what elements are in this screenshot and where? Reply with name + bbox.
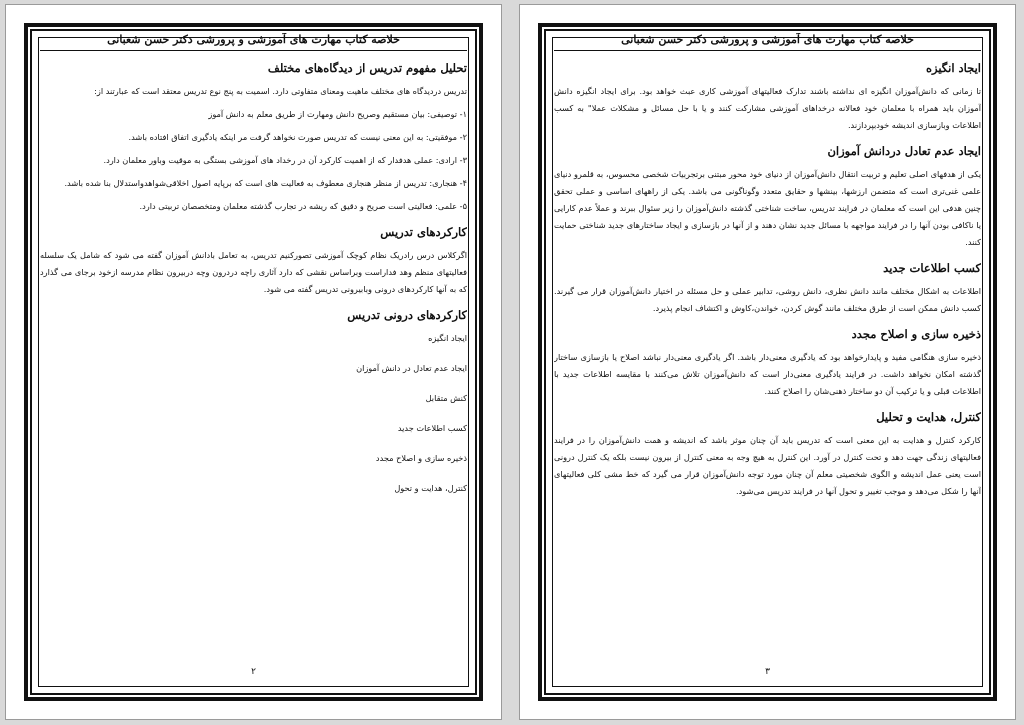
list-item: ایجاد عدم تعادل در دانش آموزان bbox=[356, 363, 467, 373]
paragraph: کارکرد کنترل و هدایت به این معنی است که تدریس باید آن چنان موثر باشد که اندیشه و همت دانش‌آموزان را در فرایند فعالیتهای زندگی جهت دهد و تحت کنترل در آورد. این کنترل به هیچ وجه به معنی کنترل از بیرون نیست بلکه یک کنترل درونی است یعنی عمل اندیشه و الگوی شخصیتی معلم آن چنان مورد توجه دانش‌آموزان قرار می گیرد که خط مشی کلی فعالیتهای آنها را شکل می‌دهد و موجب تغییر و تحول آنها در فرایند تدریس می‌شود. bbox=[554, 435, 981, 496]
running-title: خلاصه کتاب مهارت های آموزشی و پرورشی دکتر حسن شعبانی bbox=[554, 33, 981, 51]
section-heading: ذخیره سازی و اصلاح مجدد bbox=[851, 327, 981, 341]
paragraph: ذخیره سازی هنگامی مفید و پایدارخواهد بود که یادگیری معنی‌دار باشد. اگر یادگیری معنی‌دار نباشد اصلاح یا بازسازی ساختار گذشته امکان نخواهد داشت. در فرایند یادگیری معنی‌دار است که دانش‌آموزان تلاش می‌کنند با مقایسه اطلاعات جدید با اطلاعات قبلی و یا ترکیب آن دو ساختار ذهنی‌شان را اصلاح کنند. bbox=[554, 352, 981, 396]
paragraph: تدریس دردیدگاه های مختلف ماهیت ومعنای متفاوتی دارد. اسمیت به پنج نوع تدریس معتقد است که عبارتند از: bbox=[94, 86, 467, 96]
section-heading: کنترل، هدایت و تحلیل bbox=[876, 410, 981, 424]
page-right bbox=[519, 4, 1016, 720]
list-item: ۲- موفقیتی: به این معنی نیست که تدریس صورت نخواهد گرفت مر اینکه یادگیری اتفاق افتاده باشد. bbox=[128, 132, 467, 142]
paragraph: اطلاعات به اشکال مختلف مانند دانش نظری، دانش روشی، تدابیر عملی و حل مسئله در اختیار دانش‌آموزان قرار می گیرند. کسب دانش ممکن است از طرق مختلف مانند گوش کردن، خواندن،کاوش و اکتشاف انجام پذیرد. bbox=[554, 286, 981, 313]
section-heading: ایجاد عدم تعادل دردانش آموزان bbox=[827, 144, 981, 158]
list-item: کنش متقابل bbox=[425, 393, 467, 403]
page-content bbox=[40, 33, 467, 685]
list-item: کسب اطلاعات جدید bbox=[397, 423, 467, 433]
section-heading: کارکردهای درونی تدریس bbox=[347, 308, 467, 322]
page-content bbox=[554, 33, 981, 685]
page-number: ۲ bbox=[251, 667, 256, 677]
section-heading: ایجاد انگیزه bbox=[925, 61, 981, 75]
paragraph: اگرکلاس درس رادریک نظام کوچک آموزشی تصورکنیم تدریس، به تعامل بادانش آموزان گفته می شود که شامل یک سلسله فعالیتهای منظم وهد فداراست وبراساس نقشی که دارد آثاری راچه دردرون وچه دربیرون نظام مدرسه ازخود برجای می گذارد که به آنها کارکردهای درونی وبابیرونی تدریس گفته می شود. bbox=[40, 250, 467, 294]
list-item: ایجاد انگیزه bbox=[428, 333, 467, 343]
list-item: ۵- علمی: فعالیتی است صریح و دقیق که ریشه در تجارب گذشته معلمان ومتخصصان تربیتی دارد. bbox=[139, 201, 467, 211]
section-heading: کسب اطلاعات جدید bbox=[883, 261, 981, 275]
section-heading: کارکردهای تدریس bbox=[380, 225, 467, 239]
list-item: ۳- ارادی: عملی هدفدار که از اهمیت کارکرد آن در رخداد های آموزشی بستگی به موقیت وباور معلمان دارد. bbox=[103, 155, 467, 165]
list-item: ۱- توصیفی: بیان مستقیم وصریح دانش ومهارت از طریق معلم به دانش آموز bbox=[208, 109, 467, 119]
list-item: ۴- هنجاری: تدریس از منظر هنجاری معطوف به فعالیت های است که برپایه اصول اخلاقی‌شواهدواستدلال بنا شده باشد. bbox=[64, 178, 467, 188]
paragraph: تا زمانی که دانش‌آموزان انگیزه ای نداشته باشند تدارک فعالیتهای آموزشی کاری عبث خواهد بود. برای ایجاد انگیزه دانش آموزان باید همراه با معلمان خود فعالانه درخداهای آموزشی مشارکت کنند و یا با حل مسائل و مشکلات عملا" به کسب اطلاعات وبازسازی اندیشه خودبپردازند. bbox=[554, 86, 981, 130]
running-title: خلاصه کتاب مهارت های آموزشی و پرورشی دکتر حسن شعبانی bbox=[40, 33, 467, 51]
list-item: ذخیره سازی و اصلاح مجدد bbox=[375, 453, 467, 463]
section-heading: تحلیل مفهوم تدریس از دیدگاه‌های مختلف bbox=[267, 61, 467, 75]
page-number: ۳ bbox=[765, 667, 770, 677]
paragraph: یکی از هدفهای اصلی تعلیم و تربیت انتقال دانش‌آموزان از دنیای خود محور مبتنی برتجربیات شخصی محسوس، به قلمرو دنیای علمی غنی‌تری است که متضمن ارزشها، بینشها و حقایق متعدد وگوناگونی می باشد. یکی از راههای اساسی و عملی تحقق چنین هدفی این است که معلمان در فرایند تدریس، ساخت شناختی گذشته دانش‌آموزان را زیر سئوال ببرند و عملاً عدم کارایی یا ناکافی بودن آنها را در فرایند مواجهه با مسائل جدید نشان دهند و از آنها در بازسازی و ایجاد ساختارهای جدید شناختی حمایت کنند. bbox=[554, 169, 981, 247]
list-item: کنترل، هدایت و تحول bbox=[394, 483, 467, 493]
page-left bbox=[5, 4, 502, 720]
